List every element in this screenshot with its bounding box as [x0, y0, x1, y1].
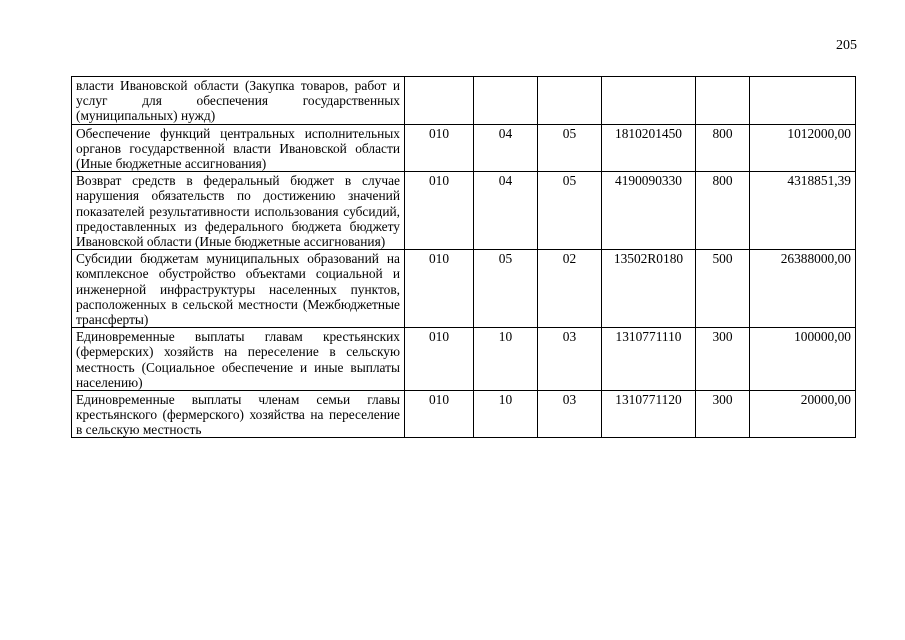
budget-table — [71, 76, 856, 438]
section-code: 05 — [474, 250, 538, 328]
amount: 4318851,39 — [750, 172, 856, 250]
target-article-code: 4190090330 — [602, 172, 696, 250]
subsection-code: 03 — [538, 328, 602, 391]
row-description: Обеспечение функций центральных исполнительных органов государственной власти Ивановской области (Иные бюджетные ассигнования) — [72, 124, 405, 172]
subsection-code: 05 — [538, 124, 602, 172]
amount: 1012000,00 — [750, 124, 856, 172]
table-row — [72, 328, 856, 391]
table-row — [72, 391, 856, 438]
section-code — [474, 77, 538, 125]
target-article-code: 13502R0180 — [602, 250, 696, 328]
section-code: 10 — [474, 391, 538, 438]
row-description: Единовременные выплаты главам крестьянских (фермерских) хозяйств на переселение в сельскую местность (Социальное обеспечение и иные выплаты населению) — [72, 328, 405, 391]
ministry-code: 010 — [405, 124, 474, 172]
expense-type-code: 800 — [696, 124, 750, 172]
target-article-code — [602, 77, 696, 125]
row-description: Возврат средств в федеральный бюджет в случае нарушения обязательств по достижению значений показателей результативности использования субсидий, предоставленных из федерального бюджета бюджету Ивановской области (Иные бюджетные ассигнования) — [72, 172, 405, 250]
row-description-text: Единовременные выплаты членам семьи главы крестьянского (фермерского) хозяйства на переселение в сельскую местность — [76, 392, 400, 438]
page-number: 205 — [836, 38, 857, 53]
table-row — [72, 77, 856, 125]
ministry-code: 010 — [405, 391, 474, 438]
table-row — [72, 250, 856, 328]
target-article-code: 1310771120 — [602, 391, 696, 438]
amount: 100000,00 — [750, 328, 856, 391]
subsection-code: 05 — [538, 172, 602, 250]
expense-type-code: 300 — [696, 328, 750, 391]
amount: 26388000,00 — [750, 250, 856, 328]
expense-type-code — [696, 77, 750, 125]
ministry-code: 010 — [405, 250, 474, 328]
table-row — [72, 124, 856, 172]
ministry-code: 010 — [405, 172, 474, 250]
amount — [750, 77, 856, 125]
ministry-code: 010 — [405, 328, 474, 391]
ministry-code — [405, 77, 474, 125]
table-row — [72, 172, 856, 250]
section-code: 04 — [474, 124, 538, 172]
expense-type-code: 800 — [696, 172, 750, 250]
section-code: 04 — [474, 172, 538, 250]
row-description — [72, 391, 405, 438]
subsection-code: 02 — [538, 250, 602, 328]
target-article-code: 1310771110 — [602, 328, 696, 391]
section-code: 10 — [474, 328, 538, 391]
subsection-code — [538, 77, 602, 125]
row-description: Субсидии бюджетам муниципальных образований на комплексное обустройство объектами социальной и инженерной инфраструктуры населенных пунктов, расположенных в сельской местности (Межбюджетные трансферты) — [72, 250, 405, 328]
amount: 20000,00 — [750, 391, 856, 438]
row-description: власти Ивановской области (Закупка товаров, работ и услуг для обеспечения государственных (муниципальных) нужд) — [72, 77, 405, 125]
expense-type-code: 300 — [696, 391, 750, 438]
expense-type-code: 500 — [696, 250, 750, 328]
subsection-code: 03 — [538, 391, 602, 438]
target-article-code: 1810201450 — [602, 124, 696, 172]
